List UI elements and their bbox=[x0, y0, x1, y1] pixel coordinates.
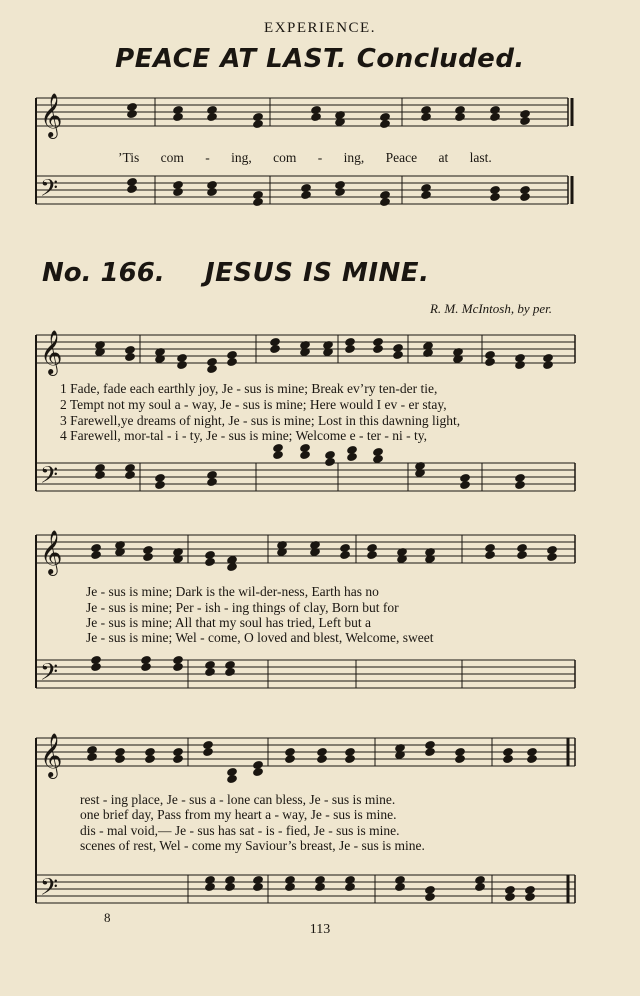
note-head bbox=[340, 550, 351, 559]
note-head bbox=[455, 112, 466, 121]
note-head bbox=[373, 447, 384, 456]
note-head bbox=[520, 116, 531, 125]
note-head bbox=[145, 747, 156, 756]
note-head bbox=[517, 543, 528, 552]
verse-line: Je - sus is mine; Wel - come, O loved and blest, Welcome, sweet bbox=[86, 630, 434, 645]
note-head bbox=[373, 337, 384, 346]
note-head bbox=[345, 875, 356, 884]
note-head bbox=[225, 882, 236, 891]
note-head bbox=[421, 183, 432, 192]
note-head bbox=[115, 747, 126, 756]
note-head bbox=[345, 747, 356, 756]
note-head bbox=[125, 470, 136, 479]
verse-line: 4 Farewell, mor-tal - i - ty, Je - sus is mine; Welcome e - ter - ni - ty, bbox=[60, 428, 428, 443]
note-head bbox=[347, 452, 358, 461]
note-head bbox=[95, 463, 106, 472]
note-head bbox=[173, 180, 184, 189]
verse-line: Je - sus is mine; Per - ish - ing things of clay, Born but for bbox=[86, 600, 399, 615]
treble-clef: 𝄞 bbox=[40, 530, 63, 574]
note-head bbox=[325, 457, 336, 466]
note-head bbox=[205, 550, 216, 559]
note-head bbox=[345, 882, 356, 891]
note-head bbox=[143, 545, 154, 554]
note-head bbox=[155, 480, 166, 489]
note-head bbox=[207, 105, 218, 114]
note-head bbox=[527, 747, 538, 756]
note-head bbox=[205, 667, 216, 676]
note-head bbox=[380, 119, 391, 128]
note-head bbox=[345, 344, 356, 353]
note-head bbox=[285, 747, 296, 756]
note-head bbox=[173, 655, 184, 664]
treble-clef: 𝄞 bbox=[40, 330, 63, 374]
note-head bbox=[425, 892, 436, 901]
verse-line: 3 Farewell,ye dreams of night, Je - sus is mine; Lost in this dawning light, bbox=[60, 413, 461, 428]
note-head bbox=[141, 662, 152, 671]
note-head bbox=[207, 477, 218, 486]
note-head bbox=[455, 754, 466, 763]
note-head bbox=[173, 747, 184, 756]
note-head bbox=[91, 543, 102, 552]
note-head bbox=[177, 360, 188, 369]
note-head bbox=[125, 463, 136, 472]
note-head bbox=[421, 112, 432, 121]
note-head bbox=[490, 112, 501, 121]
note-head bbox=[525, 892, 536, 901]
note-head bbox=[253, 767, 264, 776]
note-head bbox=[517, 550, 528, 559]
note-head bbox=[520, 192, 531, 201]
note-head bbox=[91, 655, 102, 664]
treble-clef: 𝄞 bbox=[40, 733, 63, 777]
note-head bbox=[335, 180, 346, 189]
treble-clef: 𝄞 bbox=[40, 93, 63, 137]
verse-line: one brief day, Pass from my heart a - way, Je - sus is mine. bbox=[80, 807, 397, 822]
note-head bbox=[335, 187, 346, 196]
note-head bbox=[425, 740, 436, 749]
note-head bbox=[425, 885, 436, 894]
note-head bbox=[515, 480, 526, 489]
note-head bbox=[340, 543, 351, 552]
note-head bbox=[173, 105, 184, 114]
note-head bbox=[227, 357, 238, 366]
note-head bbox=[485, 357, 496, 366]
note-head bbox=[91, 662, 102, 671]
note-head bbox=[253, 119, 264, 128]
note-head bbox=[285, 875, 296, 884]
hymn-number: No. 166. bbox=[42, 258, 165, 288]
note-head bbox=[285, 882, 296, 891]
note-head bbox=[207, 180, 218, 189]
note-head bbox=[227, 774, 238, 783]
note-head bbox=[425, 747, 436, 756]
note-head bbox=[125, 345, 136, 354]
note-head bbox=[253, 190, 264, 199]
note-head bbox=[543, 353, 554, 362]
note-head bbox=[527, 754, 538, 763]
note-head bbox=[395, 875, 406, 884]
note-head bbox=[347, 445, 358, 454]
note-head bbox=[485, 550, 496, 559]
note-head bbox=[325, 450, 336, 459]
note-head bbox=[373, 344, 384, 353]
note-head bbox=[127, 184, 138, 193]
note-head bbox=[203, 747, 214, 756]
note-head bbox=[155, 473, 166, 482]
note-head bbox=[520, 109, 531, 118]
note-head bbox=[127, 177, 138, 186]
verse-line: rest - ing place, Je - sus a - lone can bless, Je - sus is mine. bbox=[80, 792, 396, 807]
note-head bbox=[485, 350, 496, 359]
note-head bbox=[227, 562, 238, 571]
bass-clef: 𝄢 bbox=[40, 174, 59, 207]
verse-line: scenes of rest, Wel - come my Saviour’s breast, Je - sus is mine. bbox=[80, 838, 425, 853]
note-head bbox=[515, 353, 526, 362]
note-head bbox=[525, 885, 536, 894]
note-head bbox=[205, 875, 216, 884]
note-head bbox=[273, 450, 284, 459]
note-head bbox=[270, 337, 281, 346]
note-head bbox=[285, 754, 296, 763]
note-head bbox=[311, 105, 322, 114]
note-head bbox=[207, 187, 218, 196]
note-head bbox=[141, 655, 152, 664]
note-head bbox=[503, 754, 514, 763]
bass-clef: 𝄢 bbox=[40, 873, 59, 906]
note-head bbox=[95, 470, 106, 479]
note-head bbox=[490, 185, 501, 194]
note-head bbox=[393, 343, 404, 352]
note-head bbox=[173, 187, 184, 196]
note-head bbox=[173, 662, 184, 671]
verse-line: dis - mal void,— Je - sus has sat - is - fied, Je - sus is mine. bbox=[80, 823, 400, 838]
note-head bbox=[253, 112, 264, 121]
note-head bbox=[253, 882, 264, 891]
note-head bbox=[177, 353, 188, 362]
note-head bbox=[300, 443, 311, 452]
note-head bbox=[207, 470, 218, 479]
note-head bbox=[311, 112, 322, 121]
bass-clef: 𝄢 bbox=[40, 461, 59, 494]
running-head: EXPERIENCE. bbox=[264, 20, 376, 36]
concluded-lyric-line: ’Tis com - ing, com - ing, Peace at last. bbox=[118, 150, 492, 165]
note-head bbox=[207, 364, 218, 373]
attribution: R. M. McIntosh, by per. bbox=[429, 301, 552, 316]
note-head bbox=[380, 197, 391, 206]
note-head bbox=[125, 352, 136, 361]
note-head bbox=[127, 109, 138, 118]
note-head bbox=[490, 192, 501, 201]
note-head bbox=[393, 350, 404, 359]
note-head bbox=[485, 543, 496, 552]
note-head bbox=[173, 754, 184, 763]
verse-line: Je - sus is mine; All that my soul has tried, Left but a bbox=[86, 615, 371, 630]
note-head bbox=[475, 882, 486, 891]
note-head bbox=[515, 360, 526, 369]
note-head bbox=[345, 754, 356, 763]
note-head bbox=[207, 112, 218, 121]
concluded-hymn-title: PEACE AT LAST. Concluded. bbox=[115, 44, 525, 74]
note-head bbox=[460, 473, 471, 482]
note-head bbox=[227, 350, 238, 359]
note-head bbox=[490, 105, 501, 114]
note-head bbox=[87, 752, 98, 761]
note-head bbox=[253, 197, 264, 206]
note-head bbox=[475, 875, 486, 884]
note-head bbox=[380, 112, 391, 121]
note-head bbox=[421, 105, 432, 114]
note-head bbox=[317, 754, 328, 763]
note-head bbox=[315, 875, 326, 884]
note-head bbox=[205, 660, 216, 669]
note-head bbox=[515, 473, 526, 482]
note-head bbox=[253, 760, 264, 769]
verse-line: 2 Tempt not my soul a - way, Je - sus is mine; Here would I ev - er stay, bbox=[60, 397, 447, 412]
note-head bbox=[225, 667, 236, 676]
note-head bbox=[547, 552, 558, 561]
page-number: 113 bbox=[309, 922, 331, 937]
note-head bbox=[505, 892, 516, 901]
note-head bbox=[301, 183, 312, 192]
bass-clef: 𝄢 bbox=[40, 658, 59, 691]
note-head bbox=[225, 875, 236, 884]
note-head bbox=[395, 882, 406, 891]
note-head bbox=[145, 754, 156, 763]
note-head bbox=[367, 543, 378, 552]
note-head bbox=[503, 747, 514, 756]
note-head bbox=[345, 337, 356, 346]
note-head bbox=[455, 747, 466, 756]
note-head bbox=[227, 767, 238, 776]
signature-mark: 8 bbox=[104, 910, 111, 925]
verse-line: 1 Fade, fade each earthly joy, Je - sus is mine; Break ev’ry ten-der tie, bbox=[60, 381, 438, 396]
note-head bbox=[543, 360, 554, 369]
note-head bbox=[207, 357, 218, 366]
note-head bbox=[253, 875, 264, 884]
note-head bbox=[203, 740, 214, 749]
note-head bbox=[225, 660, 236, 669]
note-head bbox=[87, 745, 98, 754]
verse-line: Je - sus is mine; Dark is the wil-der-ness, Earth has no bbox=[86, 584, 379, 599]
note-head bbox=[315, 882, 326, 891]
note-head bbox=[520, 185, 531, 194]
note-head bbox=[373, 454, 384, 463]
note-head bbox=[273, 443, 284, 452]
note-head bbox=[421, 190, 432, 199]
note-head bbox=[460, 480, 471, 489]
note-head bbox=[505, 885, 516, 894]
note-head bbox=[91, 550, 102, 559]
note-head bbox=[205, 557, 216, 566]
note-head bbox=[173, 112, 184, 121]
note-head bbox=[143, 552, 154, 561]
note-head bbox=[115, 754, 126, 763]
note-head bbox=[205, 882, 216, 891]
note-head bbox=[127, 102, 138, 111]
note-head bbox=[317, 747, 328, 756]
note-head bbox=[270, 344, 281, 353]
note-head bbox=[301, 190, 312, 199]
note-head bbox=[300, 450, 311, 459]
hymn-title: JESUS IS MINE. bbox=[205, 258, 430, 288]
note-head bbox=[367, 550, 378, 559]
note-head bbox=[547, 545, 558, 554]
note-head bbox=[380, 190, 391, 199]
note-head bbox=[455, 105, 466, 114]
